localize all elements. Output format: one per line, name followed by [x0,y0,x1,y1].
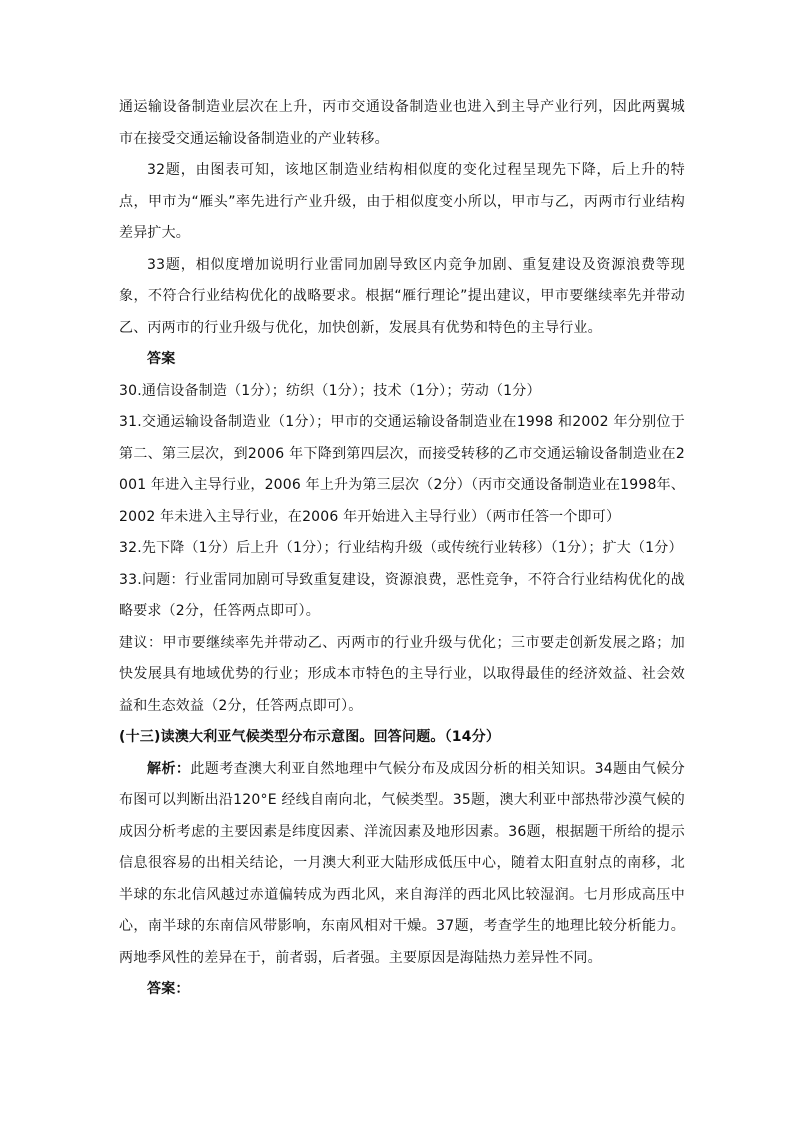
answer-30: 30.通信设备制造（1分）；纺织（1分）；技术（1分）；劳动（1分） [119,382,541,399]
answer-31: 31.交通运输设备制造业（1分）；甲市的交通运输设备制造业在1998 和2002 年分别位于第二、第三层次，到2006 年下降到第四层次，而接受转移的乙市交通运输设备制造业在2001 年进入主导行业，2006 年上升为第三层次（2分）（丙市交通设备制造业在1998年、2002 年未进入主导行业，在2006 年开始进入主导行业）（两市任答一个即可） [119,414,685,525]
answer-heading: 答案 [147,351,176,367]
paragraph-32-analysis: 32题，由图表可知，该地区制造业结构相似度的变化过程呈现先下降，后上升的特点，甲市为“雁头”率先进行产业升级，由于相似度变小所以，甲市与乙，丙两市行业结构差异扩大。 [119,162,685,241]
section-13-title: (十三)读澳大利亚气候类型分布示意图。回答问题。（14分） [119,729,501,745]
document-body [119,92,685,1006]
section-13-analysis [119,754,685,975]
section-13-answer-heading: 答案： [147,981,190,997]
paragraph-33-analysis: 33题，相似度增加说明行业雷同加剧导致区内竞争加剧、重复建设及资源浪费等现象，不符合行业结构优化的战略要求。根据“雁行理论”提出建议，甲市要继续率先并带动乙、丙两市的行业升级与优化，加快创新，发展具有优势和特色的主导行业。 [119,256,685,336]
answer-33-suggestion: 建议：甲市要继续率先并带动乙、丙两市的行业升级与优化；三市要走创新发展之路；加快发展具有地域优势的行业；形成本市特色的主导行业，以取得最佳的经济效益、社会效益和生态效益（2分，任答两点即可）。 [119,634,685,714]
answer-32: 32.先下降（1分）后上升（1分）；行业结构升级（或传统行业转移）（1分）；扩大（1分） [119,540,683,556]
paragraph-31-continued: 通运输设备制造业层次在上升，丙市交通设备制造业也进入到主导产业行列，因此两翼城市在接受交通运输设备制造业的产业转移。 [119,99,685,147]
analysis-label: 解析： [147,760,191,777]
analysis-text: 此题考查澳大利亚自然地理中气候分布及成因分析的相关知识。34题由气候分布图可以判断出沿120°E 经线自南向北，气候类型。35题，澳大利亚中部热带沙漠气候的成因分析考虑的主要因素是纬度因素、洋流因素及地形因素。36题，根据题干所给的提示信息很容易的出相关结论，一月澳大利亚大陆形成低压中心，随着太阳直射点的南移，北半球的东北信风越过赤道偏转成为西北风，来自海洋的西北风比较湿润。七月形成高压中心，南半球的东南信风带影响，东南风相对干燥。37题，考查学生的地理比较分析能力。两地季风性的差异在于，前者弱，后者强。主要原因是海陆热力差异性不同。 [119,760,686,966]
answer-33-problem: 33.问题：行业雷同加剧可导致重复建设，资源浪费，恶性竞争，不符合行业结构优化的战略要求（2分，任答两点即可）。 [119,571,685,619]
